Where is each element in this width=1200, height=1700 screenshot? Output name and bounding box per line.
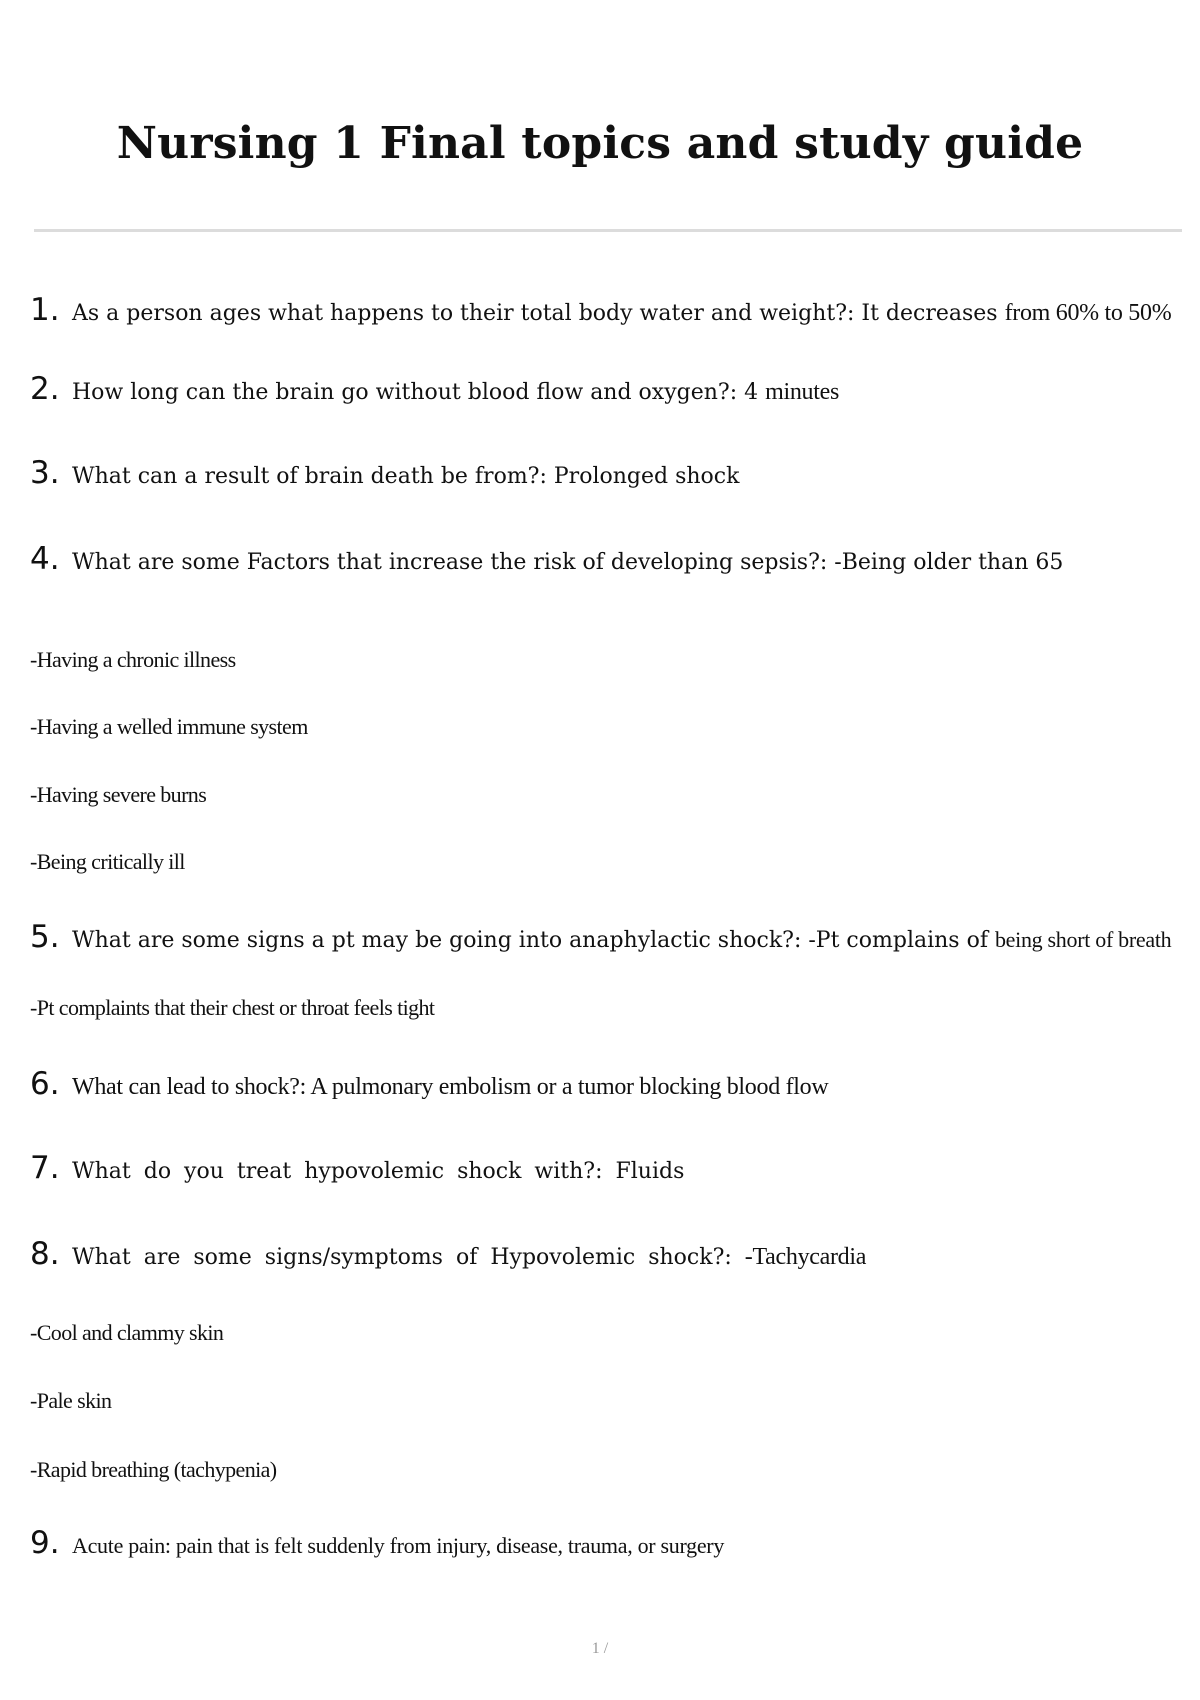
list-item — [30, 541, 1160, 577]
item-text: What can a result of brain death be from?: Prolonged shock — [72, 464, 740, 489]
document-title: Nursing 1 Final topics and study guide — [116, 118, 1084, 169]
item-number: 7. — [30, 1150, 60, 1186]
item-number: 6. — [30, 1066, 60, 1102]
sub-item: -Having a welled immune system — [30, 714, 308, 739]
list-item — [30, 371, 1160, 407]
item-text: As a person ages what happens to their total body water and weight?: It decreases — [72, 301, 1005, 326]
list-item — [30, 455, 1160, 491]
sub-item: -Pale skin — [30, 1388, 112, 1413]
sub-item: -Having a chronic illness — [30, 647, 236, 672]
item-text: What are some signs a pt may be going into anaphylactic shock?: -Pt complains of — [72, 928, 995, 953]
item-text: What are some Factors that increase the risk of developing sepsis?: -Being older than 65 — [72, 550, 1064, 575]
list-item — [30, 1525, 1160, 1561]
item-text-tail: being short of breath — [994, 927, 1172, 952]
sub-item: -Pt complaints that their chest or throat feels tight — [30, 995, 435, 1020]
list-item — [30, 1066, 1160, 1102]
item-text-tail: from 60% to 50% — [1004, 300, 1172, 326]
item-text: What are some signs/symptoms of Hypovolemic shock?: — [72, 1245, 745, 1270]
item-number: 5. — [30, 919, 60, 955]
item-number: 3. — [30, 455, 60, 491]
title-divider — [34, 229, 1182, 232]
page-indicator: 1 / — [591, 1640, 609, 1657]
item-text-tail: minutes — [765, 379, 840, 405]
item-number: 8. — [30, 1236, 60, 1272]
item-number: 4. — [30, 541, 60, 577]
sub-item: -Having severe burns — [30, 782, 207, 807]
item-number: 2. — [30, 371, 60, 407]
item-text-tail: -Tachycardia — [744, 1244, 867, 1270]
item-number: 9. — [30, 1525, 60, 1561]
list-item — [30, 292, 1172, 328]
sub-item: -Rapid breathing (tachypenia) — [30, 1457, 277, 1482]
list-item — [30, 919, 1172, 955]
sub-item: -Cool and clammy skin — [30, 1320, 224, 1345]
list-item — [30, 1150, 1160, 1186]
item-text: What can lead to shock?: A pulmonary embolism or a tumor blocking blood flow — [72, 1074, 829, 1100]
item-text: How long can the brain go without blood flow and oxygen?: 4 — [72, 380, 766, 405]
item-text: Acute pain: pain that is felt suddenly from injury, disease, trauma, or surgery — [72, 1533, 725, 1558]
sub-item: -Being critically ill — [30, 849, 185, 874]
item-number: 1. — [30, 292, 60, 328]
item-text: What do you treat hypovolemic shock with?: Fluids — [72, 1159, 685, 1184]
list-item — [30, 1236, 1160, 1272]
